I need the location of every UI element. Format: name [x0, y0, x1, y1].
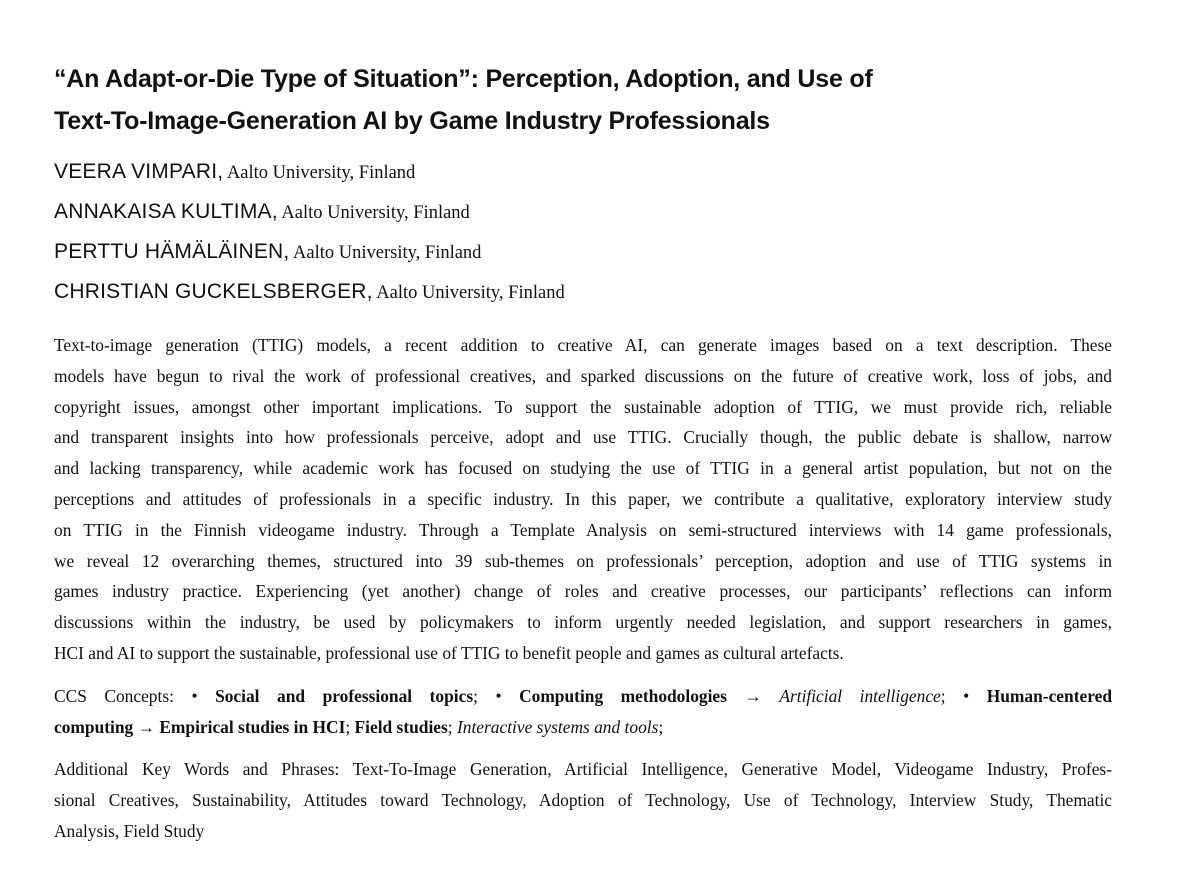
author-entry — [54, 232, 1112, 272]
abstract-line: games industry practice. Experiencing (yet another) change of roles and creative processes, our participants’ reflections can inform — [54, 581, 1112, 602]
abstract-line: copyright issues, amongst other important implications. To support the sustainable adoption of TTIG, we must provide rich, reliable — [54, 396, 1112, 417]
ccs-line — [54, 712, 1112, 743]
keywords — [54, 754, 1112, 846]
keywords-line: Analysis, Field Study — [54, 820, 205, 841]
author-name: CHRISTIAN GUCKELSBERGER, — [54, 280, 373, 303]
author-name: ANNAKAISA KULTIMA, — [54, 200, 278, 223]
ccs-concept: Social and professional topics — [215, 685, 474, 706]
author-name: VEERA VIMPARI, — [54, 160, 224, 183]
ccs-bullet: • — [191, 685, 216, 706]
ccs-subconcept: Artificial intelligence — [779, 685, 941, 706]
abstract-line: we reveal 12 overarching themes, structured into 39 sub-themes on professionals’ perception, adoption and use of TTIG systems in — [54, 550, 1112, 571]
ccs-subconcept: Field studies — [354, 716, 448, 737]
paper-title — [54, 58, 1112, 142]
ccs-subconcept: Empirical studies in HCI — [159, 716, 346, 737]
ccs-concept: Computing methodologies — [519, 685, 727, 706]
ccs-line — [54, 681, 1112, 712]
abstract-line: and lacking transparency, while academic work has focused on studying the use of TTIG in a general artist population, but not on the — [54, 458, 1112, 479]
author-affiliation: Aalto University, Finland — [277, 203, 470, 223]
abstract — [54, 330, 1112, 669]
author-entry — [54, 272, 1112, 312]
abstract-line: Text-to-image generation (TTIG) models, a recent addition to creative AI, can generate images based on a text description. These — [54, 335, 1112, 355]
author-entry — [54, 152, 1112, 192]
abstract-line: perceptions and attitudes of professionals in a specific industry. In this paper, we contribute a qualitative, exploratory interview study — [54, 488, 1112, 509]
abstract-line: and transparent insights into how professionals perceive, adopt and use TTIG. Crucially though, the public debate is shallow, narrow — [54, 427, 1112, 448]
ccs-arrow: → — [133, 716, 160, 737]
ccs-concept: Human-centered — [986, 685, 1112, 706]
author-list — [54, 152, 1112, 312]
author-affiliation: Aalto University, Finland — [223, 163, 416, 183]
ccs-separator: ; — [345, 716, 355, 737]
ccs-subconcept: Interactive systems and tools — [456, 716, 659, 737]
ccs-concepts — [54, 681, 1112, 743]
abstract-line: HCI and AI to support the sustainable, professional use of TTIG to benefit people and games as cultural artefacts. — [54, 642, 844, 663]
abstract-line: discussions within the industry, be used by policymakers to inform urgently needed legislation, and support researchers in games, — [54, 612, 1112, 633]
author-name: PERTTU HÄMÄLÄINEN, — [54, 240, 290, 263]
ccs-concept: computing — [54, 716, 134, 737]
abstract-line: models have begun to rival the work of professional creatives, and sparked discussions on the future of creative work, loss of jobs, and — [54, 365, 1112, 386]
author-affiliation: Aalto University, Finland — [289, 243, 482, 263]
author-affiliation: Aalto University, Finland — [372, 283, 565, 303]
ccs-end: ; — [658, 716, 664, 737]
author-entry — [54, 192, 1112, 232]
title-line: Text-To-Image-Generation AI by Game Industry Professionals — [54, 107, 770, 135]
title-line: “An Adapt-or-Die Type of Situation”: Perception, Adoption, and Use of — [54, 65, 873, 93]
ccs-separator: ; • — [473, 685, 520, 706]
keywords-line: Additional Key Words and Phrases: Text-To-Image Generation, Artificial Intelligence, Generative Model, Videogame Industry, Profes- — [54, 759, 1112, 780]
ccs-arrow: → — [726, 685, 780, 706]
keywords-line: sional Creatives, Sustainability, Attitudes toward Technology, Adoption of Technology, Use of Technology, Interview Study, Thematic — [54, 790, 1112, 811]
ccs-separator: ; • — [940, 685, 987, 706]
ccs-separator: ; — [447, 716, 457, 737]
abstract-line: on TTIG in the Finnish videogame industry. Through a Template Analysis on semi-structured interviews with 14 game professionals, — [54, 519, 1112, 540]
ccs-prefix: CCS Concepts: — [54, 685, 192, 706]
paper-page — [54, 58, 1112, 847]
